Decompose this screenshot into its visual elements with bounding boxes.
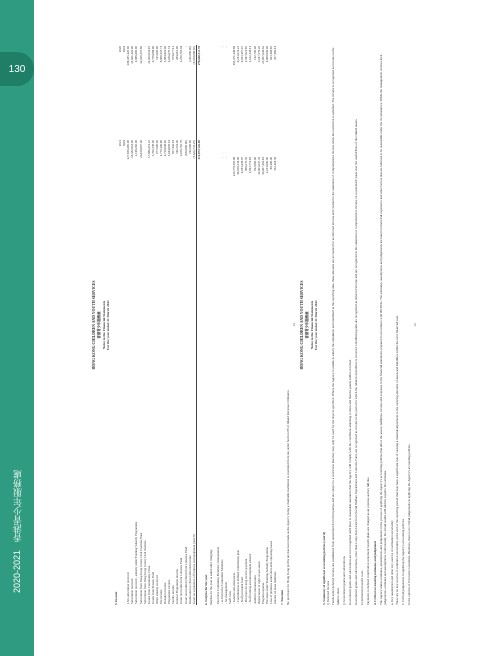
income-table — [118, 45, 201, 605]
paragraph: In the opinion of Executive Committee Members, there is no critical judgements in applying the Agency's accounting policies. — [406, 443, 411, 605]
table-cell: Grant receivable from Lotteries Fund — [179, 557, 184, 604]
year-col-2021: 2021 — [118, 140, 123, 147]
table-cell: 332,118.58 — [273, 156, 278, 171]
table-cell: 2,118,260.00 — [134, 140, 139, 157]
table-cell: Provision under Training Subsidy Programme — [264, 547, 269, 604]
table-cell: 23,867,644.62 — [260, 46, 265, 64]
table-cell: (211,000.00) — [187, 46, 192, 62]
table-cell: 21,660,041.19 — [146, 46, 151, 64]
table-cell: 278,060,311.78 — [196, 45, 201, 139]
table-cell: 227,830,495.00 — [126, 140, 131, 160]
table-cell: 4,758,088.00 — [150, 46, 155, 63]
table-cell: 9,213,631.23 — [236, 46, 241, 63]
table-cell: - — [183, 46, 188, 48]
income-heading: 5. Income — [113, 591, 118, 605]
table-cell: 2,133,000.00 — [264, 156, 269, 174]
table-cell: Subvention from Hong Kong Jockey Club Charities Trust — [138, 532, 143, 604]
table-cell: LSG subvention received — [126, 572, 131, 604]
table-cell: 5,884,801.00 — [163, 46, 168, 63]
estimates-heading: 4. Critical accounting estimates and judgement — [373, 541, 378, 605]
table-cell: 16,867,102.18 — [260, 156, 265, 175]
table-cell: 2,256,793.64 — [179, 46, 184, 63]
org-header: HONG KONG CHILDREN AND YOUTH SERVICES — [92, 280, 96, 370]
surplus-heading: 6. Surplus for the year — [203, 574, 208, 605]
table-cell: Executive Committee Members' remuneration — [215, 546, 220, 604]
table-cell: - Provision for long service payment — [244, 558, 249, 604]
subheading-critical-judgements: b. Critical judgements in applying the Agency's accounting policies — [401, 519, 406, 605]
table-cell: Sundry income — [171, 585, 176, 604]
paragraph: Government grants and subventions, other than Lump Sum Grant from Social Welfare Department and Lotteries Fund, are recognized as income in the period in which the related expenditure is incurred. Unutilized grants are recognized as deferred income and are recognized in the statement of comprehensive income on a systematic basis over the useful lives of the related assets. — [354, 118, 359, 605]
table-cell: - Staff training and development scheme — [248, 553, 253, 604]
table-cell: 215,578,393.98 — [232, 156, 237, 177]
table-cell: 3,017,579.20 — [256, 46, 261, 63]
table-cell: - — [219, 46, 224, 48]
subheading-key-assumption: a. Key assumption and other key sources of estimation uncertainty — [389, 520, 394, 605]
table-cell: Subvention received — [130, 578, 135, 604]
table-cell: Grant on acquisition of furniture and equipment (note 8) — [191, 534, 196, 604]
policy-heading: 3. Summary of significant accounting policies (cont'd) — [321, 531, 326, 605]
table-cell: Subvention from Hong Kong Jockey Club charities — [142, 540, 147, 604]
table-cell: - — [223, 156, 228, 158]
year-col-2020: 2020 — [118, 46, 123, 53]
grant-rows — [179, 45, 196, 605]
surplus-intro: Surplus for the year is stated after charging: — [209, 549, 214, 605]
table-cell: 857,442.81 — [171, 140, 176, 154]
table-cell: 10,169,334.68 — [236, 156, 241, 175]
years-label: 2020-2021 — [12, 550, 22, 594]
org-name-zh: 香港青少年服務處 — [12, 470, 23, 542]
table-cell: 8,908,133.71 — [158, 46, 163, 63]
table-cell: 9,183,438.87 — [240, 156, 245, 174]
notes-page-right — [92, 45, 302, 605]
table-cell: Staff costs — [228, 591, 232, 604]
paragraph: Government grants and subventions are not recognized until there is reasonable assurance that the Agency will comply with the conditions attaching to them and that the grants will be received. — [347, 359, 352, 605]
table-cell: 1,988,400.00 — [134, 46, 139, 63]
table-cell: Auditor's remuneration — [252, 575, 257, 604]
table-cell: 13,905,047.33 — [256, 156, 261, 175]
table-cell: Grants from Trustee Fund — [150, 571, 155, 604]
paragraph: Payments to defined contribution retirement benefit plans are charged as an expense as they fall due. — [365, 476, 370, 605]
table-cell: 267,186.14 — [273, 46, 278, 60]
page-number-badge: 130 — [0, 52, 34, 86]
surplus-rows — [216, 45, 277, 605]
taxation-text: No provision for Hong Kong profits tax has been made as the Agency being a charitable institution is exempted from tax under Section 88 of Inland Revenue Ordinance. — [285, 389, 290, 605]
table-cell: 603,198.85 — [268, 46, 273, 60]
table-cell: Fee income — [158, 589, 163, 604]
table-cell: Other subsidy received — [154, 575, 159, 604]
table-cell: 208,435,120.00 — [126, 46, 131, 66]
table-cell: 4,729,948.96 — [163, 140, 168, 157]
table-cell: 977,600.00 — [154, 140, 159, 154]
table-cell: 2,650,765.79 — [179, 140, 184, 157]
subheading-grants: j) Government grants and subventions — [342, 556, 347, 605]
table-cell: 88,180.00 — [268, 156, 273, 170]
table-cell: 312,872,145.09 — [196, 139, 201, 233]
table-cell: 211,000.00 — [187, 140, 192, 154]
table-cell: 6,636,670.31 — [167, 46, 172, 63]
table-cell: 193,471,149.98 — [232, 46, 237, 66]
surplus-table — [216, 45, 277, 605]
table-cell: (4,568,089.02) — [191, 46, 196, 65]
notes-page-left — [300, 45, 450, 605]
table-cell: Interest on lease liabilities — [273, 571, 278, 604]
notes-title: Notes to the Financial Statements — [309, 300, 314, 350]
table-cell: Programme income — [167, 579, 172, 604]
table-cell — [196, 233, 201, 605]
table-cell: - Salaries and allowances — [232, 572, 237, 604]
table-cell: - as Executive Committee Members — [219, 559, 224, 604]
table-cell: - Contributions to defined contribution plan — [236, 549, 241, 604]
period: For the year ended 31 March 2021 — [314, 300, 319, 350]
table-cell: 192,800.00 — [252, 156, 257, 171]
sidebar-caption — [4, 470, 30, 640]
table-cell: - — [219, 156, 224, 158]
notes-title: Notes to the Financial Statements — [101, 300, 106, 350]
table-cell: 1,622,138.11 — [248, 46, 253, 63]
table-cell: (3,626,733.25) — [191, 140, 196, 159]
paragraph: The Agency makes estimates, assumptions and judgements in the process of applying the Agency's accounting policies that affect the assets, liabilities, income and expenses in the financial statements prepared in accordance with HKFRSs. The estimates, assumptions and judgements are based on historical experience and other factors that are believed to be reasonable under the circumstances. While the management reviews their judgements, estimates and assumptions continuously, the actual results will seldom equal to the estimates. — [378, 54, 388, 605]
org-header-zh: 香港青少年服務處 — [305, 311, 310, 339]
table-cell: 998,576.50 — [244, 156, 249, 171]
table-cell: 515,900.00 — [154, 46, 159, 60]
table-cell: 112,700.00 — [252, 46, 257, 60]
table-cell: 3,706,338.00 — [150, 140, 155, 157]
table-row — [273, 45, 277, 605]
table-cell: 9,193,107.07 — [240, 46, 245, 63]
page-number: 14 — [291, 323, 296, 327]
table-cell: 5,644,859.61 — [167, 140, 172, 157]
table-cell: 12,020,155.80 — [138, 46, 143, 64]
table-cell: - — [142, 46, 147, 48]
period: For the year ended 31 March 2021 — [106, 300, 111, 350]
org-header: HONG KONG CHILDREN AND YOUTH SERVICES — [300, 280, 304, 370]
table-cell: 874,677.11 — [171, 46, 176, 60]
table-cell: (186,800.00) — [183, 140, 188, 157]
income-total-row — [196, 45, 201, 605]
table-cell: 1,900,000.00 — [264, 46, 269, 63]
subheading-deferred-income: i) Deferred income — [326, 580, 331, 605]
currency-label: HK$ — [122, 140, 127, 147]
table-cell: - Staff provident fund — [240, 577, 245, 604]
table-cell: Reallocation to (from) deferred income — [187, 555, 192, 604]
taxation-heading: 7. Taxation — [280, 589, 285, 605]
table-cell: Program expense — [260, 582, 265, 604]
table-cell: 14,582,961.00 — [130, 140, 135, 158]
table-cell: 17,886,451.22 — [146, 140, 151, 158]
table-cell: 284,616.00 — [175, 46, 180, 60]
org-header-zh: 香港青少年服務處 — [97, 311, 102, 339]
table-cell: 1,587,921.85 — [244, 46, 249, 63]
table-cell: 26,168,867.60 — [138, 140, 143, 158]
table-cell: 316,561.40 — [175, 140, 180, 154]
table-cell: Subvention received - subsidy under Training Subsidy Programme — [134, 521, 139, 604]
table-cell: General Programme income — [175, 569, 180, 604]
table-cell: Depreciation of right-of-use assets — [256, 561, 261, 604]
table-cell: Loss of premises under short-term operating leases — [268, 540, 273, 604]
subheading-retirement: k) Retirement benefit costs — [360, 570, 365, 605]
table-cell: Donation income — [163, 582, 168, 604]
page-number: 13 — [413, 323, 418, 327]
table-cell: - — [142, 140, 147, 142]
table-cell: - for management — [223, 582, 228, 604]
paragraph: There are no key sources of estimation uncertainty at the end of the reporting period that may have a significant risk of causing a material adjustment to the carrying amounts of assets and liabilities within the next financial year. — [394, 315, 399, 605]
table-cell: 1,813,751.19 — [248, 156, 253, 174]
table-cell: Grants from Community Chest — [146, 565, 151, 604]
table-cell: - — [223, 46, 228, 48]
table-cell: 1,770,146.80 — [158, 140, 163, 157]
currency-label: HK$ — [122, 46, 127, 53]
table-cell: 13,661,120.00 — [130, 46, 135, 64]
paragraph: Funds under deferred income are established from unremitted from third parties and are subject to a restriction that they may only be used for the objects specified. Where the Agency is unable to satisfy the stipulation and unutilized at the reporting date, these amounts are accounted for as deferred income and credited to the statement of comprehensive income when the restriction is satisfied. The income is recognized as income on the balance sheet. — [331, 47, 340, 605]
table-cell: Grant receivable/(refund) from Lotteries Fund — [183, 546, 188, 604]
income-rows — [126, 45, 179, 605]
